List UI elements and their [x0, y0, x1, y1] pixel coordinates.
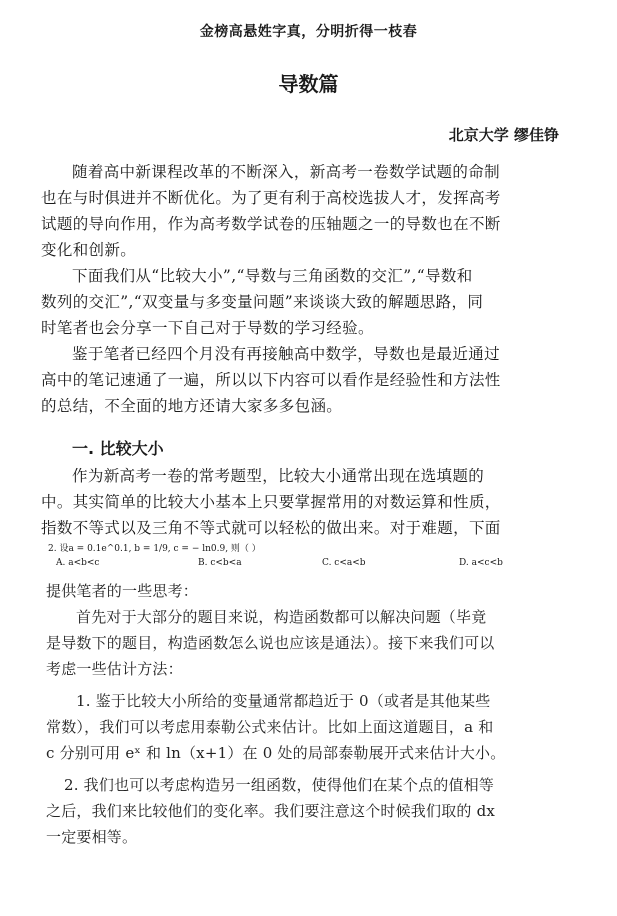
problem-option: A. a<b<c [56, 558, 100, 568]
author-line: 北京大学 缪佳铮 [448, 126, 559, 144]
body-line: 之后，我们来比较他们的变化率。我们要注意这个时候我们取的 dx [46, 802, 496, 820]
problem-option: C. c<a<b [322, 558, 366, 568]
problem-option: B. c<b<a [198, 558, 242, 568]
section-line: 指数不等式以及三角不等式就可以轻松的做出来。对于难题，下面 [41, 519, 501, 537]
body-line: 考虑一些估计方法： [46, 660, 183, 678]
section-line: 作为新高考一卷的常考题型，比较大小通常出现在选填题的 [72, 467, 485, 485]
page-title: 导数篇 [278, 72, 339, 96]
section-heading: 一. 比较大小 [72, 439, 164, 458]
body-line: 是导数下的题目，构造函数怎么说也应该是通法）。接下来我们可以 [46, 634, 495, 652]
intro-line: 也在与时俱进并不断优化。为了更有利于高校选拔人才，发挥高考 [41, 189, 501, 207]
intro-line: 随着高中新课程改革的不断深入，新高考一卷数学试题的命制 [72, 163, 500, 181]
section-line: 中。其实简单的比较大小基本上只要掌握常用的对数运算和性质， [41, 493, 501, 511]
intro-line: 变化和创新。 [41, 241, 137, 259]
intro-line: 鉴于笔者已经四个月没有再接触高中数学，导数也是最近通过 [72, 345, 500, 363]
body-line: c 分别可用 eˣ 和 ln（x+1）在 0 处的局部泰勒展开式来估计大小。 [46, 744, 506, 762]
body-line: 提供笔者的一些思考： [46, 582, 199, 600]
intro-line: 下面我们从“比较大小”,“导数与三角函数的交汇”,“导数和 [72, 267, 473, 285]
problem-stem: 2. 设a = 0.1e^0.1, b = 1/9, c = − ln0.9, 则（ ） [48, 544, 261, 554]
intro-line: 的总结，不全面的地方还请大家多多包涵。 [41, 397, 343, 415]
intro-line: 试题的导向作用，作为高考数学试卷的压轴题之一的导数也在不断 [41, 215, 501, 233]
header-motto: 金榜高悬姓字真，分明折得一枝春 [199, 24, 418, 40]
body-line: 首先对于大部分的题目来说，构造函数都可以解决问题（毕竟 [76, 608, 487, 626]
body-line: 一定要相等。 [46, 828, 138, 846]
intro-line: 高中的笔记速通了一遍，所以以下内容可以看作是经验性和方法性 [41, 371, 501, 389]
body-line: 1. 鉴于比较大小所给的变量通常都趋近于 0（或者是其他某些 [76, 692, 491, 710]
body-line: 2. 我们也可以考虑构造另一组函数，使得他们在某个点的值相等 [64, 776, 495, 794]
intro-line: 时笔者也会分享一下自己对于导数的学习经验。 [41, 319, 374, 337]
problem-option: D. a<c<b [459, 558, 503, 568]
body-line: 常数），我们可以考虑用泰勒公式来估计。比如上面这道题目，a 和 [46, 718, 494, 736]
intro-line: 数列的交汇”,“双变量与多变量问题”来谈谈大致的解题思路，同 [41, 293, 484, 311]
